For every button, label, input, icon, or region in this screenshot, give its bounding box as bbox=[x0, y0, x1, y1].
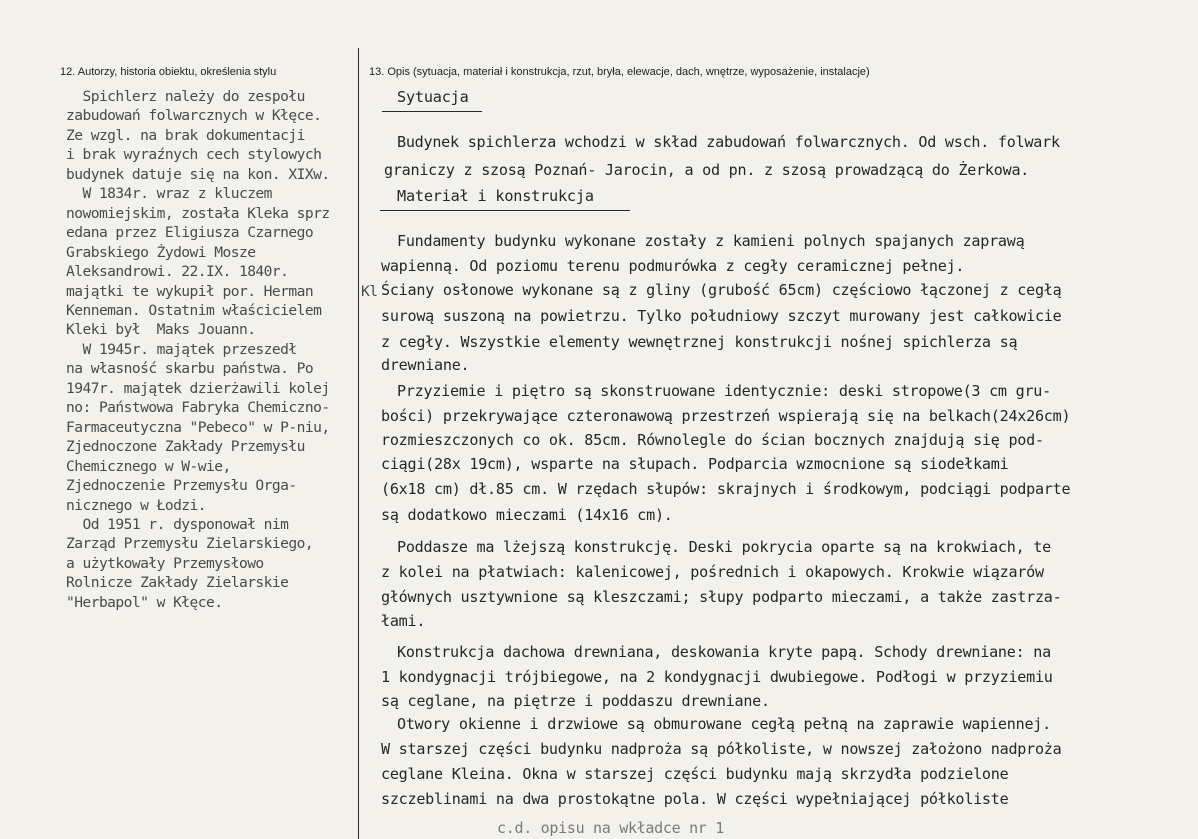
history-line: a użytkowały Przemysłowo bbox=[66, 554, 264, 572]
history-line: W 1834r. wraz z kluczem bbox=[66, 185, 272, 203]
heading-sytuacja-underline bbox=[382, 111, 482, 112]
history-paragraph bbox=[66, 340, 366, 515]
history-line: Aleksandrowi. 22.IX. 1840r. bbox=[66, 263, 289, 281]
material-line: (6x18 cm) dł.85 cm. W rzędach słupów: skrajnych i środkowym, podciągi podparte bbox=[381, 480, 1071, 498]
history-line: na własność skarbu państwa. Po bbox=[66, 360, 314, 378]
material-line: Konstrukcja dachowa drewniana, deskowania kryte papą. Schody drewniane: na bbox=[397, 643, 1051, 661]
sytuacja-line: Budynek spichlerza wchodzi w skład zabudowań folwarcznych. Od wsch. folwark bbox=[397, 133, 1060, 151]
heading-sytuacja: Sytuacja bbox=[397, 88, 469, 106]
history-line: nicznego w Łodzi. bbox=[66, 496, 207, 514]
material-line: W starszej części budynku nadproża są półkoliste, w nowszej założono nadproża bbox=[381, 740, 1062, 758]
history-line: nowomiejskim, została Kleka sprz bbox=[66, 204, 330, 222]
history-line: Farmaceutyczna "Pebeco" w P-niu, bbox=[66, 418, 330, 436]
history-line: Rolnicze Zakłady Zielarskie bbox=[66, 574, 289, 592]
material-line: Przyziemie i piętro są skonstruowane identycznie: deski stropowe(3 cm gru- bbox=[397, 382, 1051, 400]
history-line: Zjednoczenie Przemysłu Orga- bbox=[66, 477, 297, 495]
material-line: łami. bbox=[381, 612, 426, 630]
material-line: ceglane Kleina. Okna w starszej części budynku mają skrzydła podzielone bbox=[381, 765, 1009, 783]
section-12-header: 12. Autorzy, historia obiektu, określenia stylu bbox=[60, 66, 277, 78]
history-line: edana przez Eligiusza Czarnego bbox=[66, 224, 314, 242]
material-line: surową suszoną na powietrzu. Tylko południowy szczyt murowany jest całkowicie bbox=[381, 307, 1062, 325]
history-line: Zarząd Przemysłu Zielarskiego, bbox=[66, 535, 314, 553]
material-line: Fundamenty budynku wykonane zostały z kamieni polnych spajanych zaprawą bbox=[397, 232, 1025, 250]
history-paragraph bbox=[66, 184, 366, 340]
history-line: Spichlerz należy do zespołu bbox=[66, 88, 305, 105]
continuation-note: c.d. opisu na wkładce nr 1 bbox=[497, 819, 725, 837]
material-line: ciągi(28x 19cm), wsparte na słupach. Podparcia wzmocnione są siodełkami bbox=[381, 455, 1009, 473]
material-line: 1 kondygnacji trójbiegowe, na 2 kondygnacji dwubiegowe. Podłogi w przyziemiu bbox=[381, 668, 1053, 686]
sytuacja-line: graniczy z szosą Poznań- Jarocin, a od pn. z szosą prowadzącą do Żerkowa. bbox=[384, 161, 1030, 179]
material-line: rozmieszczonych co ok. 85cm. Równolegle do ścian bocznych znajdują się pod- bbox=[381, 431, 1044, 449]
history-line: i brak wyraźnych cech stylowych bbox=[66, 146, 322, 164]
material-line: Ściany osłonowe wykonane są z gliny (grubość 65cm) częściowo łączonej z cegłą bbox=[381, 281, 1062, 299]
history-line: majątki te wykupił por. Herman bbox=[66, 282, 314, 300]
history-line: Grabskiego Żydowi Mosze bbox=[66, 243, 256, 261]
heading-material-underline bbox=[380, 210, 630, 211]
material-line: są dodatkowo mieczami (14x16 cm). bbox=[381, 506, 673, 524]
history-line: "Herbapol" w Kłęce. bbox=[66, 593, 223, 611]
history-line: 1947r. majątek dzierżawili kolej bbox=[66, 379, 330, 397]
material-line: z kolei na płatwiach: kalenicowej, pośrednich i okapowych. Krokwie wiązarów bbox=[381, 563, 1044, 581]
section-13-header: 13. Opis (sytuacja, materiał i konstrukcja, rzut, bryła, elewacje, dach, wnętrze, wyposażenie, instalacje) bbox=[369, 66, 870, 78]
history-line: Chemicznego w W-wie, bbox=[66, 457, 231, 475]
material-line: głównych usztywnione są kleszczami; słupy podparto mieczami, a także zastrza- bbox=[381, 588, 1062, 606]
history-line: Od 1951 r. dysponował nim bbox=[66, 515, 289, 533]
material-line: są ceglane, na piętrze i poddaszu drewniane. bbox=[381, 692, 770, 710]
material-line: szczeblinami na dwa prostokątne pola. W części wypełniającej półkoliste bbox=[381, 790, 1009, 808]
material-line: Poddasze ma lżejszą konstrukcję. Deski pokrycia oparte są na krokwiach, te bbox=[397, 538, 1051, 556]
heading-material: Materiał i konstrukcja bbox=[397, 187, 594, 205]
material-line: bości) przekrywające czteronawową przestrzeń wspierają się na belkach(24x26cm) bbox=[381, 407, 1071, 425]
history-line: Ze wzgl. na brak dokumentacji bbox=[66, 126, 305, 144]
material-line: drewniane. bbox=[381, 356, 470, 374]
history-text bbox=[66, 87, 366, 612]
history-line: W 1945r. majątek przeszedł bbox=[66, 340, 297, 358]
history-line: Kenneman. Ostatnim właścicielem bbox=[66, 301, 322, 319]
history-line: no: Państwowa Fabryka Chemiczno- bbox=[66, 399, 330, 417]
history-line: Kleki był Maks Jouann. bbox=[66, 321, 256, 339]
material-line: Otwory okienne i drzwiowe są obmurowane cegłą pełną na zaprawie wapiennej. bbox=[397, 715, 1051, 733]
history-paragraph bbox=[66, 87, 366, 184]
overflow-text: Kl bbox=[361, 283, 378, 300]
material-line: z cegły. Wszystkie elementy wewnętrznej konstrukcji nośnej spichlerza są bbox=[381, 333, 1018, 351]
history-line: zabudowań folwarcznych w Kłęce. bbox=[66, 107, 322, 125]
history-paragraph bbox=[66, 515, 366, 612]
history-line: Zjednoczone Zakłady Przemysłu bbox=[66, 438, 305, 456]
material-line: wapienną. Od poziomu terenu podmurówka z cegły ceramicznej pełnej. bbox=[381, 257, 965, 275]
history-line: budynek datuje się na kon. XIXw. bbox=[66, 165, 330, 183]
